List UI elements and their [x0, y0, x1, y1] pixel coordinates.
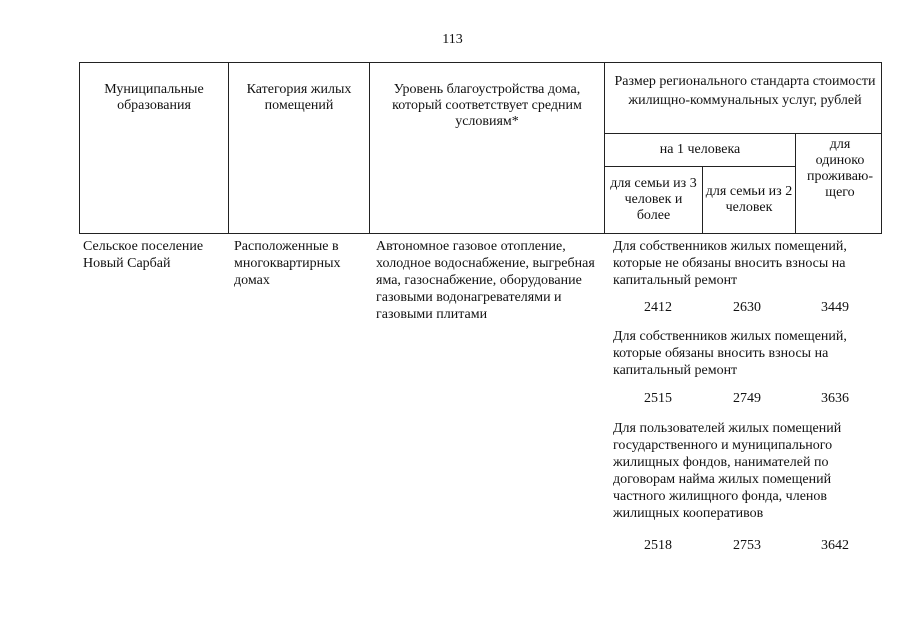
value-family2: 2630	[733, 300, 761, 315]
value-family2: 2749	[733, 391, 761, 406]
header-municipality: Муниципальные образования	[104, 82, 204, 113]
header-single: для одиноко проживаю-щего	[806, 137, 874, 200]
group-label: Для пользователей жилых помещений государственного и муниципального жилищных фондов, нанимателей по договорам найма жилых помещений частного жилищного фонда, членов жилищных кооперативов	[613, 421, 842, 521]
value-family2: 2753	[733, 538, 761, 553]
header-standard: Размер регионального стандарта стоимости жилищно-коммунальных услуг, рублей	[614, 74, 876, 108]
group-label: Для собственников жилых помещений, которые не обязаны вносить взносы на капитальный ремонт	[613, 239, 847, 288]
value-single: 3642	[821, 538, 849, 553]
divider	[228, 62, 229, 234]
category-cell: Расположенные в многоквартирных домах	[234, 239, 341, 288]
header-family3: для семьи из 3 человек и более	[610, 176, 697, 223]
divider	[795, 133, 796, 234]
value-family3: 2412	[644, 300, 672, 315]
values-row	[613, 300, 883, 318]
divider	[604, 62, 605, 234]
value-family3: 2515	[644, 391, 672, 406]
group-label: Для собственников жилых помещений, которые обязаны вносить взносы на капитальный ремонт	[613, 329, 847, 378]
divider	[604, 166, 795, 167]
header-category: Категория жилых помещений	[246, 82, 352, 113]
header-family2: для семьи из 2 человек	[705, 184, 793, 215]
header-per-person: на 1 человека	[659, 142, 741, 157]
value-single: 3449	[821, 300, 849, 315]
header-amenities: Уровень благоустройства дома, который соответствует средним условиям*	[392, 82, 582, 129]
values-row	[613, 391, 883, 409]
value-single: 3636	[821, 391, 849, 406]
values-row	[613, 538, 883, 556]
divider	[369, 62, 370, 234]
divider	[702, 166, 703, 234]
municipality-cell: Сельское поселение Новый Сарбай	[83, 239, 204, 271]
page-number: 113	[442, 32, 463, 47]
amenities-cell: Автономное газовое отопление, холодное водоснабжение, выгребная яма, газоснабжение, оборудование газовыми водонагревателями и газовыми плитами	[376, 239, 595, 322]
value-family3: 2518	[644, 538, 672, 553]
divider	[604, 133, 882, 134]
